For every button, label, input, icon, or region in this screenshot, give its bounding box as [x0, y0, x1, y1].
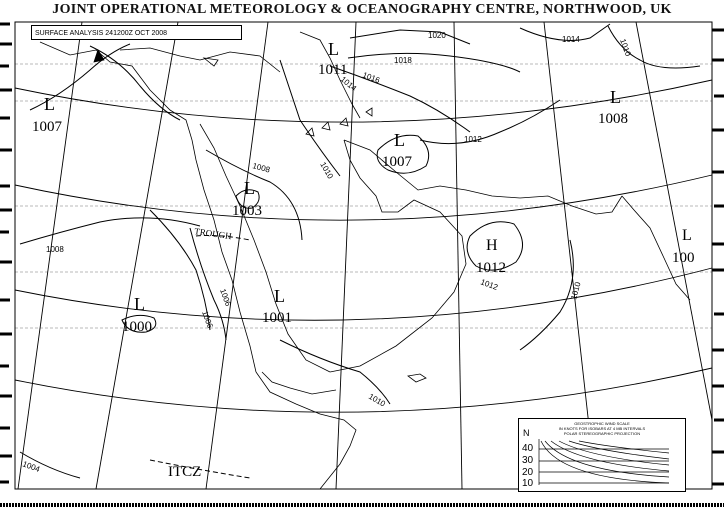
isobar-label: 1010	[318, 160, 335, 181]
isobar-label: 1010	[618, 37, 633, 58]
centre-letter-4: L	[610, 87, 621, 107]
analysis-time-stamp: SURFACE ANALYSIS 241200Z OCT 2008	[31, 25, 242, 40]
centre-letter-3: L	[394, 130, 405, 150]
centre-value-2: 1011	[318, 62, 348, 78]
isobars	[20, 24, 700, 478]
wind-scale-curves	[519, 419, 685, 491]
wind-scale-title: GEOSTROPHIC WIND SCALE IN KNOTS FOR ISOBARS AT 4 MB INTERVALS POLAR STEREOGRAPHIC PROJECTION	[558, 421, 646, 436]
centre-letter-9: L	[274, 286, 285, 306]
isobar-label: 1008	[251, 161, 272, 175]
isobar-labels	[21, 31, 633, 474]
centre-value-7: 100	[672, 250, 695, 266]
pressure-centre-labels	[32, 39, 695, 335]
centre-letter-5: L	[244, 178, 255, 198]
isobar-label: 1012	[479, 277, 500, 292]
isobar-label: 1014	[338, 74, 359, 93]
centre-letter-6: H	[486, 237, 498, 254]
wind-scale-row-label: 10	[522, 478, 534, 489]
isobar-label: 1004	[21, 459, 42, 474]
centre-value-9: 1001	[262, 310, 292, 326]
chart-header-title: JOINT OPERATIONAL METEOROLOGY & OCEANOGRAPHY CENTRE, NORTHWOOD, UK	[52, 2, 672, 17]
isobar-label: 1006	[218, 287, 233, 308]
isobar-label: 1010	[569, 280, 583, 301]
wind-scale-row-label: 20	[522, 467, 534, 478]
isobar-label: 1006	[200, 309, 215, 330]
itcz-label: ITCZ	[168, 464, 202, 480]
scan-streaks	[15, 64, 712, 328]
centre-value-4: 1008	[598, 111, 628, 127]
centre-value-5: 1003	[232, 203, 262, 219]
wind-scale-row-label: 40	[522, 443, 534, 454]
isobar-label: 1014	[562, 35, 580, 44]
isobar-label: 1020	[428, 31, 446, 40]
centre-letter-2: L	[328, 39, 339, 59]
wind-scale-row-label: 30	[522, 455, 534, 466]
centre-value-6: 1012	[476, 260, 506, 276]
centre-letter-7: L	[682, 227, 692, 244]
graticule-parallels	[15, 80, 712, 412]
centre-letter-1: L	[44, 94, 55, 114]
centre-value-8: 1000	[122, 319, 152, 335]
centre-value-1: 1007	[32, 119, 62, 135]
isobar-label: 1008	[46, 245, 64, 254]
geostrophic-wind-scale	[518, 418, 686, 492]
isobar-label: 1018	[394, 56, 412, 65]
centre-value-3: 1007	[382, 154, 412, 170]
trough-label: TROUGH	[193, 226, 233, 242]
wind-scale-axis-label: N	[523, 428, 530, 438]
isobar-label: 1016	[361, 70, 382, 85]
isobar-label: 1012	[464, 135, 482, 144]
isobar-label: 1010	[367, 391, 387, 409]
centre-letter-8: L	[134, 294, 145, 314]
